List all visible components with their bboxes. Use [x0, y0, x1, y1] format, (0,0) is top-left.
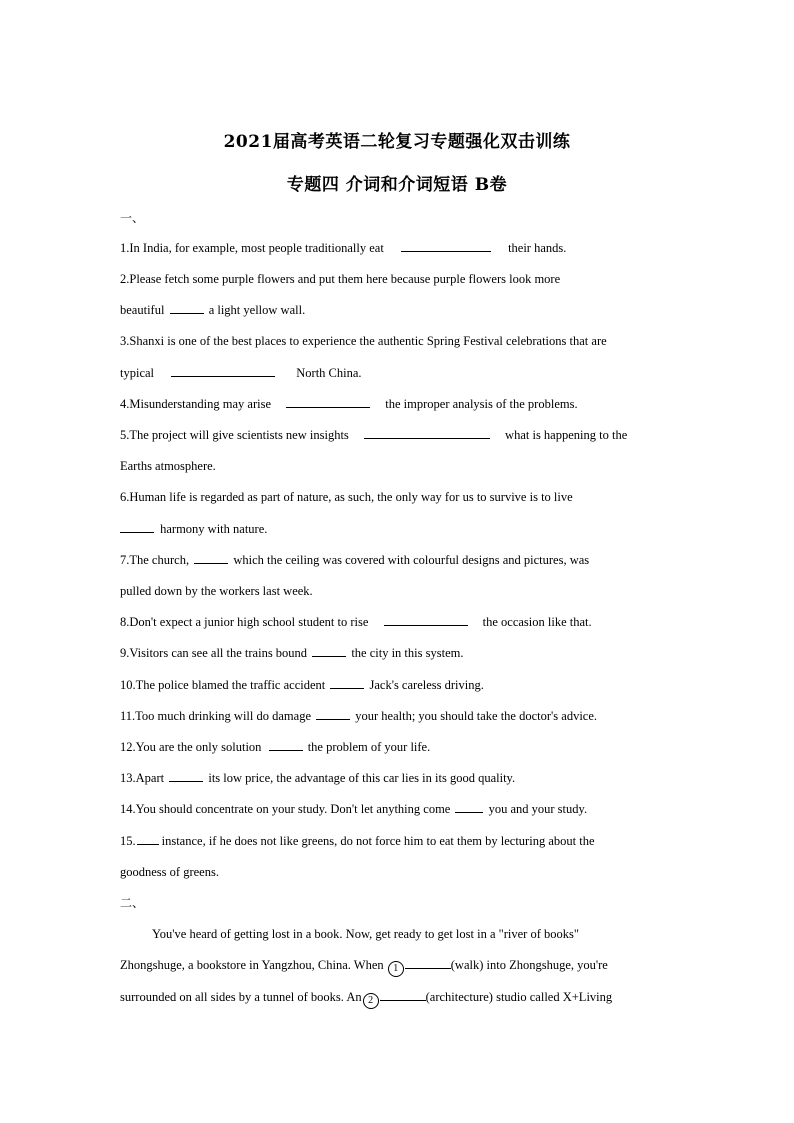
question-text: 12.You are the only solution: [120, 740, 262, 754]
question-12: [120, 739, 680, 755]
question-text: its low price, the advantage of this car lies in its good quality.: [208, 771, 516, 785]
question-3: [120, 333, 680, 349]
question-text: your health; you should take the doctor's advice.: [355, 709, 598, 723]
question-text: pulled down by the workers last week.: [120, 584, 313, 598]
question-1: [120, 240, 680, 256]
question-text: their hands.: [508, 241, 567, 255]
answer-blank[interactable]: [364, 427, 490, 439]
question-text: typical: [120, 366, 155, 380]
question-5-continued: [120, 458, 680, 474]
question-text: goodness of greens.: [120, 865, 219, 879]
question-text: instance, if he does not like greens, do not force him to eat them by lecturing about the: [161, 834, 595, 848]
question-text: 1.In India, for example, most people traditionally eat: [120, 241, 384, 255]
question-text: 4.Misunderstanding may arise: [120, 397, 272, 411]
question-text: 6.Human life is regarded as part of nature, as such, the only way for us to survive is to live: [120, 490, 573, 504]
question-15: [120, 833, 680, 849]
question-text: 13.Apart: [120, 771, 165, 785]
question-6: [120, 489, 680, 505]
passage-text: Zhongshuge, a bookstore in Yangzhou, China. When: [120, 958, 384, 972]
question-text: 14.You should concentrate on your study. Don't let anything come: [120, 802, 451, 816]
question-7-continued: [120, 583, 680, 599]
question-2: [120, 271, 680, 287]
document-subtitle: 专题四 介词和介词短语 B卷: [286, 175, 508, 195]
answer-blank[interactable]: [269, 739, 303, 751]
question-text: the improper analysis of the problems.: [385, 397, 578, 411]
answer-blank[interactable]: [194, 552, 228, 564]
question-text: the problem of your life.: [307, 740, 431, 754]
passage-line-2: [120, 957, 680, 977]
question-text: 11.Too much drinking will do damage: [120, 709, 311, 723]
answer-blank[interactable]: [120, 521, 154, 533]
passage-text: (architecture) studio called X+Living: [425, 990, 613, 1004]
question-text: the occasion like that.: [482, 615, 592, 629]
question-text: beautiful: [120, 303, 165, 317]
question-text: what is happening to the: [505, 428, 628, 442]
circled-number-2: 2: [363, 993, 379, 1009]
section-one-heading: 一、: [120, 211, 145, 225]
answer-blank[interactable]: [384, 614, 468, 626]
question-text: 5.The project will give scientists new insights: [120, 428, 349, 442]
question-15-continued: [120, 864, 680, 880]
answer-blank[interactable]: [405, 957, 451, 969]
answer-blank[interactable]: [401, 240, 491, 252]
question-text: 15.: [120, 834, 136, 848]
question-text: 9.Visitors can see all the trains bound: [120, 646, 308, 660]
section-two-heading: 二、: [120, 896, 145, 910]
question-text: 2.Please fetch some purple flowers and put them here because purple flowers look more: [120, 272, 561, 286]
question-text: which the ceiling was covered with colourful designs and pictures, was: [233, 553, 590, 567]
question-text: the city in this system.: [351, 646, 464, 660]
question-10: [120, 677, 680, 693]
answer-blank[interactable]: [330, 677, 364, 689]
question-text: you and your study.: [488, 802, 588, 816]
question-text: Jack's careless driving.: [369, 678, 484, 692]
passage-text: surrounded on all sides by a tunnel of books. An: [120, 990, 362, 1004]
passage-line-1: [152, 926, 672, 942]
question-7: [120, 552, 680, 568]
answer-blank[interactable]: [312, 645, 346, 657]
circled-number-1: 1: [388, 961, 404, 977]
answer-blank[interactable]: [170, 302, 204, 314]
answer-blank[interactable]: [455, 801, 483, 813]
answer-blank[interactable]: [169, 770, 203, 782]
question-4: [120, 396, 680, 412]
answer-blank[interactable]: [380, 989, 426, 1001]
passage-line-3: [120, 989, 680, 1009]
question-text: a light yellow wall.: [208, 303, 306, 317]
question-6-continued: [120, 521, 680, 537]
passage-text: (walk) into Zhongshuge, you're: [450, 958, 608, 972]
question-2-continued: [120, 302, 680, 318]
question-3-continued: [120, 365, 680, 381]
question-text: 7.The church,: [120, 553, 190, 567]
question-9: [120, 645, 680, 661]
question-text: 8.Don't expect a junior high school student to rise: [120, 615, 369, 629]
answer-blank[interactable]: [286, 396, 370, 408]
answer-blank[interactable]: [316, 708, 350, 720]
question-8: [120, 614, 680, 630]
question-11: [120, 708, 680, 724]
question-text: Earths atmosphere.: [120, 459, 216, 473]
answer-blank[interactable]: [171, 365, 275, 377]
document-title: 2021届高考英语二轮复习专题强化双击训练: [223, 132, 571, 152]
question-text: 3.Shanxi is one of the best places to experience the authentic Spring Festival celebrations that are: [120, 334, 607, 348]
question-14: [120, 801, 680, 817]
question-text: North China.: [296, 366, 362, 380]
question-text: harmony with nature.: [160, 522, 268, 536]
question-text: 10.The police blamed the traffic accident: [120, 678, 326, 692]
answer-blank[interactable]: [137, 833, 159, 845]
question-13: [120, 770, 680, 786]
passage-text: You've heard of getting lost in a book. Now, get ready to get lost in a "river of books": [152, 927, 579, 941]
question-5: [120, 427, 680, 443]
